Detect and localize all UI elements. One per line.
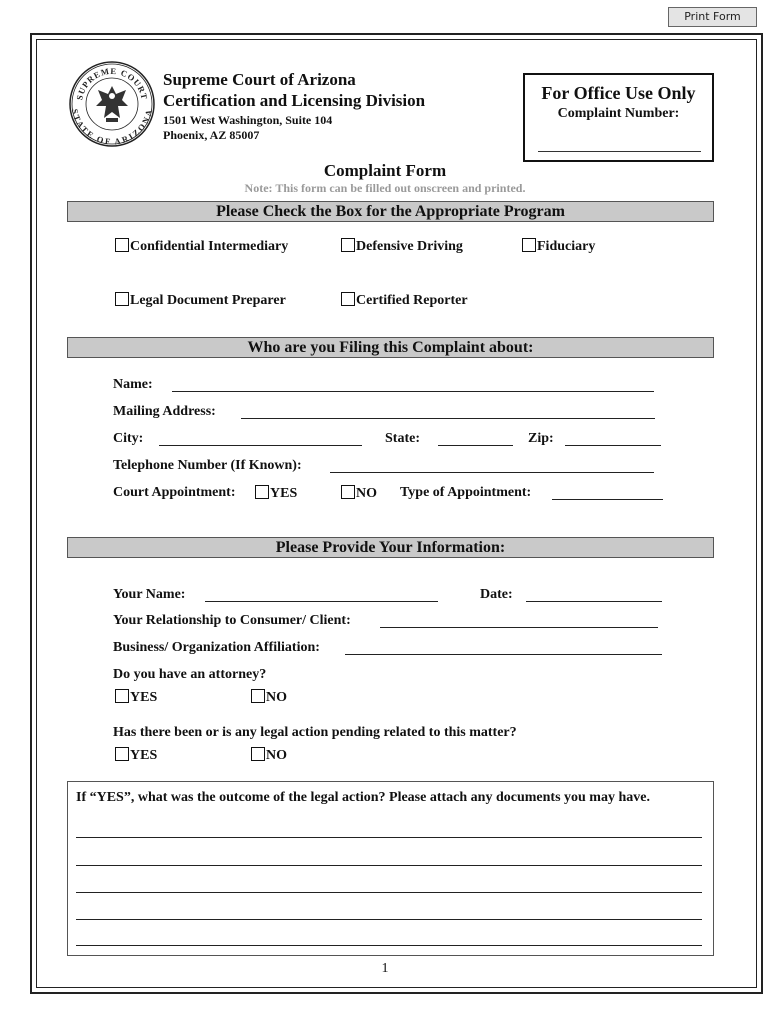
outcome-line[interactable] (76, 892, 702, 893)
telephone-label: Telephone Number (If Known): (113, 458, 302, 473)
option-fiduciary[interactable] (522, 238, 595, 255)
svg-text:STATE OF ARIZONA (70, 108, 154, 147)
mailing-address-field[interactable] (241, 418, 655, 419)
arizona-court-seal-icon (68, 60, 156, 148)
option-label: Fiduciary (537, 239, 596, 254)
your-name-label: Your Name: (113, 587, 186, 602)
checkbox[interactable] (341, 292, 355, 306)
option-certified-reporter[interactable] (341, 292, 468, 309)
option-label: Legal Document Preparer (130, 293, 286, 308)
legal-action-question: Has there been or is any legal action pending related to this matter? (113, 725, 517, 740)
appointment-type-label: Type of Appointment: (400, 485, 532, 500)
outcome-line[interactable] (76, 945, 702, 946)
complaint-number-field[interactable] (538, 151, 701, 152)
checkbox[interactable] (341, 485, 355, 499)
date-field[interactable] (526, 601, 662, 602)
page-number: 1 (381, 961, 389, 976)
attorney-no[interactable] (251, 689, 287, 706)
mailing-address-label: Mailing Address: (113, 404, 216, 419)
outcome-question: If “YES”, what was the outcome of the legal action? Please attach any documents you may have. (76, 790, 650, 805)
option-confidential-intermediary[interactable] (115, 238, 288, 255)
state-field[interactable] (438, 445, 513, 446)
complaint-number-label: Complaint Number: (557, 106, 680, 121)
affiliation-label: Business/ Organization Affiliation: (113, 640, 320, 655)
zip-field[interactable] (565, 445, 661, 446)
checkbox[interactable] (115, 238, 129, 252)
division-name: Certification and Licensing Division (163, 91, 426, 110)
date-label: Date: (480, 587, 513, 602)
checkbox[interactable] (341, 238, 355, 252)
office-use-box (523, 73, 714, 162)
option-label: NO (266, 690, 287, 705)
address-line-1: 1501 West Washington, Suite 104 (163, 113, 333, 127)
seal-bottom-text: STATE OF ARIZONA (69, 107, 155, 147)
option-legal-document-preparer[interactable] (115, 292, 286, 309)
court-name: Supreme Court of Arizona (163, 70, 356, 89)
header-block (163, 69, 425, 143)
outcome-box (67, 781, 714, 956)
state-label: State: (385, 431, 420, 446)
option-label: Confidential Intermediary (130, 239, 289, 254)
legal-action-yes[interactable] (115, 747, 157, 764)
legal-action-no[interactable] (251, 747, 287, 764)
outcome-line[interactable] (76, 837, 702, 838)
relationship-label: Your Relationship to Consumer/ Client: (113, 613, 351, 628)
checkbox[interactable] (115, 747, 129, 761)
court-appointment-yes[interactable] (255, 485, 297, 502)
section-subject-heading: Who are you Filing this Complaint about: (67, 337, 714, 358)
option-label: YES (130, 690, 158, 705)
office-use-title: For Office Use Only (541, 83, 696, 103)
option-label: NO (266, 748, 287, 763)
option-label: YES (130, 748, 158, 763)
outcome-line[interactable] (76, 865, 702, 866)
name-label: Name: (113, 377, 153, 392)
checkbox[interactable] (115, 292, 129, 306)
address-line-2: Phoenix, AZ 85007 (163, 128, 260, 142)
outcome-line[interactable] (76, 919, 702, 920)
relationship-field[interactable] (380, 627, 658, 628)
option-label: Certified Reporter (356, 293, 468, 308)
your-name-field[interactable] (205, 601, 438, 602)
attorney-question: Do you have an attorney? (113, 667, 267, 682)
attorney-yes[interactable] (115, 689, 157, 706)
section-your-info-heading: Please Provide Your Information: (67, 537, 714, 558)
name-field[interactable] (172, 391, 654, 392)
affiliation-field[interactable] (345, 654, 662, 655)
option-label: Defensive Driving (356, 239, 463, 254)
court-appointment-label: Court Appointment: (113, 485, 236, 500)
city-field[interactable] (159, 445, 362, 446)
court-appointment-no[interactable] (341, 485, 377, 502)
checkbox[interactable] (115, 689, 129, 703)
option-label: NO (356, 486, 377, 501)
appointment-type-field[interactable] (552, 499, 663, 500)
city-label: City: (113, 431, 144, 446)
print-form-button[interactable]: Print Form (668, 7, 757, 27)
option-defensive-driving[interactable] (341, 238, 463, 255)
telephone-field[interactable] (330, 472, 654, 473)
section-program-heading: Please Check the Box for the Appropriate Program (67, 201, 714, 222)
checkbox[interactable] (522, 238, 536, 252)
seal-top-text: SUPREME COURT (74, 65, 150, 101)
option-label: YES (270, 486, 298, 501)
checkbox[interactable] (251, 689, 265, 703)
checkbox[interactable] (251, 747, 265, 761)
checkbox[interactable] (255, 485, 269, 499)
form-title: Complaint Form (323, 161, 447, 180)
zip-label: Zip: (528, 431, 554, 446)
form-note: Note: This form can be filled out onscreen and printed. (244, 181, 526, 195)
